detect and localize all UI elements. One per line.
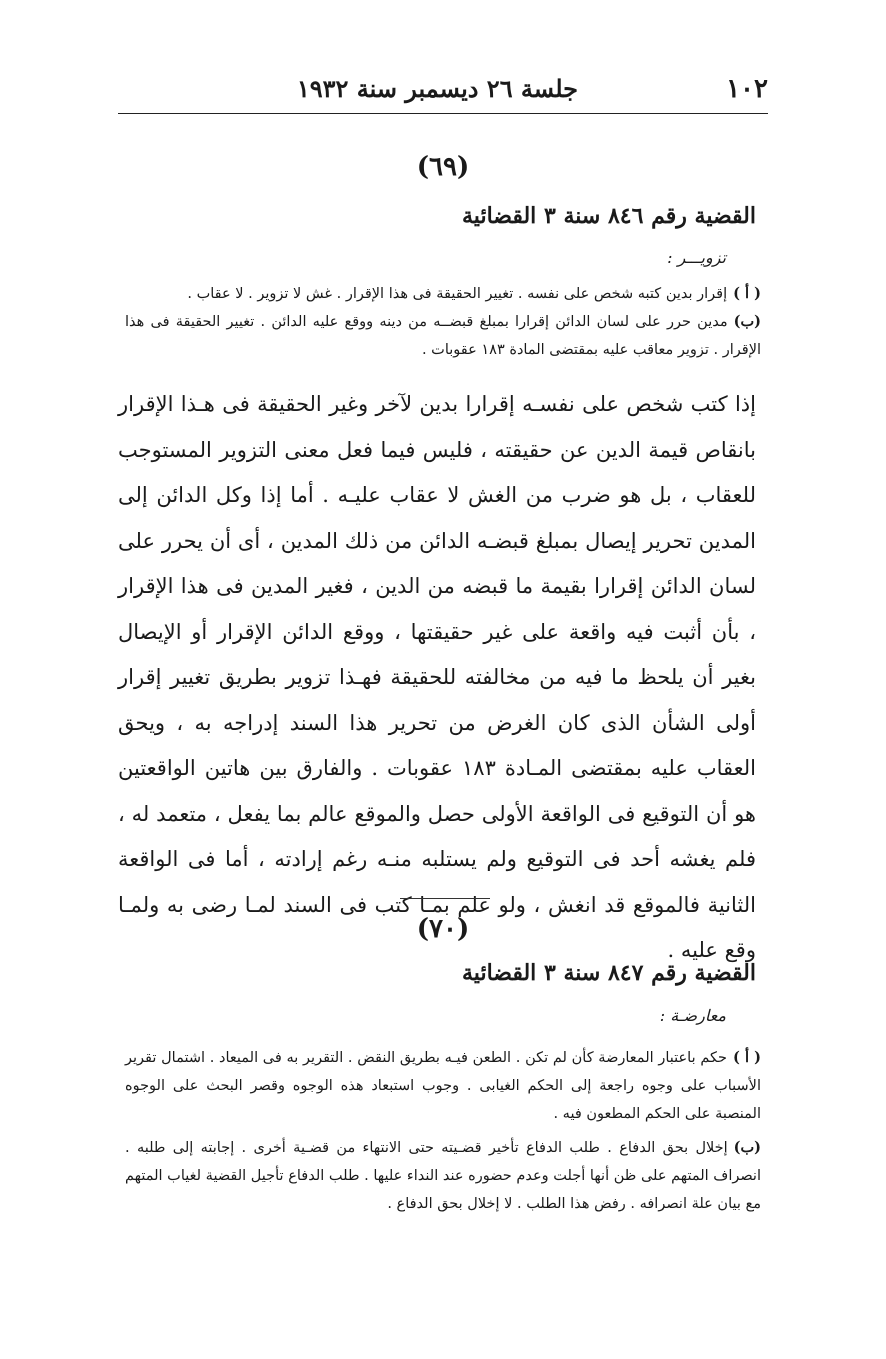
page-header [118,70,768,114]
summary-item [125,280,761,308]
summary-text: إقرار بدين كتبه شخص على نفسه . تغيير الحقيقة فى هذا الإقرار . غش لا تزوير . لا عقاب . [187,286,728,302]
summary-label: (ب) [733,1139,761,1156]
case-title: القضية رقم ٨٤٧ سنة ٣ القضائية [462,960,756,986]
summary-list [125,280,761,364]
ruling-number: (٧٠) [416,914,470,944]
ruling-paragraph: إذا كتب شخص على نفسـه إقرارا بدين لآخر وغير الحقيقة فى هـذا الإقرار بانقاص قيمة الدين عن حقيقته ، فليس فيما فعل معنى التزوير المستوجب للعقاب ، بل هو ضرب من الغش لا عقاب عليـه . أما إذا وكل الدائن إلى المدين تحرير إيصال بمبلغ قبضـه الدائن من ذلك المدين ، أى أن يحرر على لسان الدائن إقرارا بقيمة ما قبضه من الدين ، فغير المدين فى هذا الإقرار ، بأن أثبت فيه واقعة على غير حقيقتها ، ووقع الدائن الإقرار أو الإيصال بغير أن يلحظ ما فيه من مخالفته للحقيقة فهـذا تزوير بطريق تغيير إقرار أولى الشأن الذى كان الغرض من تحرير هذا السند إدراجه به ، ويحق العقاب عليه بمقتضى المـادة ١٨٣ عقوبات . والفارق بين هاتين الواقعتين هو أن التوقيع فى الواقعة الأولى حصل والموقع عالم بما يفعل ، متعمد له ، فلم يغشه أحد فى التوقيع ولم يستلبه منـه رغم إرادته ، أما فى الواقعة الثانية فالموقع قد انغش ، ولو علم بمـا كتب فى السند لمـا رضى به ولمـا وقع عليه . [118,392,757,962]
summary-label: (ب) [733,313,761,330]
case-title: القضية رقم ٨٤٦ سنة ٣ القضائية [462,203,756,229]
summary-list [125,1044,761,1218]
summary-item [125,1134,761,1218]
header-rule [118,113,768,114]
ruling-body [118,382,756,974]
page-number: ١٠٢ [726,74,768,104]
summary-item [125,308,761,364]
session-title: جلسة ٢٦ ديسمبر سنة ١٩٣٢ [296,74,578,103]
section-separator [400,898,490,899]
summary-label: ( أ ) [733,285,761,302]
summary-text: إخلال بحق الدفاع . طلب الدفاع تأخير قضـيته حتى الانتهاء من قضـية أخرى . إجابته إلى طلبه . انصراف المتهم على ظن أنها أجلت وعدم حضوره عند النداء عليها . طلب الدفاع تأجيل القضية لغياب المتهم مع بيان علة انصرافه . رفض هذا الطلب . لا إخلال بحق الدفاع . [125,1140,761,1212]
summary-text: مدين حرر على لسان الدائن إقرارا بمبلغ قبضــه من دينه ووقع عليه الدائن . تغيير الحقيقة فى هذا الإقرار . تزوير معاقب عليه بمقتضى المادة ١٨٣ عقوبات . [125,314,761,358]
ruling-number: (٦٩) [416,152,470,182]
ruling-topic: تزويـــر : [667,248,726,267]
summary-item [125,1044,761,1128]
summary-label: ( أ ) [732,1049,761,1066]
summary-text: حكم باعتبار المعارضة كأن لم تكن . الطعن فيـه بطريق النقض . التقرير به فى الميعاد . اشتمال تقرير الأسباب على وجوه راجعة إلى الحكم الغيابى . وجوب استبعاد هذه الوجوه وقصر البحث على الوجوه المنصبة على الحكم المطعون فيه . [125,1050,761,1122]
ruling-topic: معارضـة : [659,1006,726,1025]
